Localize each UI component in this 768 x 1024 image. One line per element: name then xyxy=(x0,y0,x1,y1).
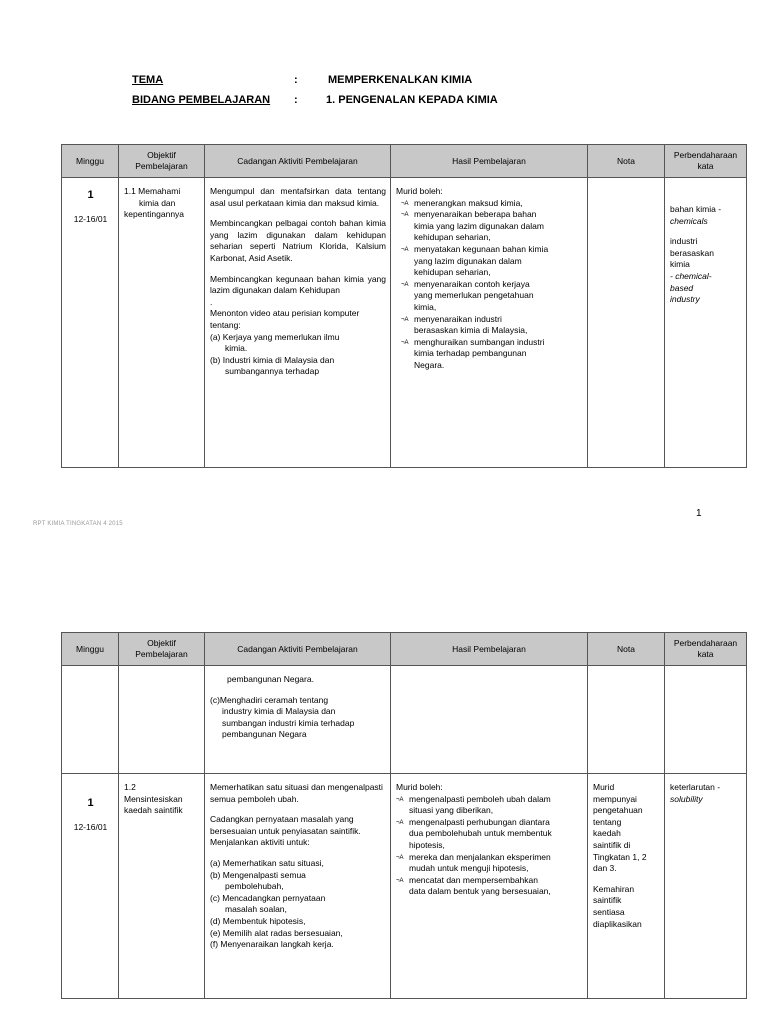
hasil-cell xyxy=(391,666,588,774)
nota-line: pengetahuan xyxy=(593,805,643,816)
aktiviti-cell xyxy=(205,178,391,468)
col-kata: Perbendaharaan kata xyxy=(665,633,747,666)
table-row xyxy=(62,666,747,774)
aktiviti-line: Menjalankan aktiviti untuk: xyxy=(210,837,310,848)
kata-cell xyxy=(665,666,747,774)
aktiviti-line: (d) Membentuk hipotesis, xyxy=(210,915,306,926)
aktiviti-line: (b) Industri kimia di Malaysia dan xyxy=(210,354,335,365)
aktiviti-line: sumbangan industri kimia terhadap xyxy=(222,717,355,728)
nota-cell xyxy=(588,666,665,774)
objektif-line: kimia dan xyxy=(139,197,176,208)
hasil-item: ¬A menyenaraikan industri berasaskan kimia di Malaysia, xyxy=(401,313,528,336)
aktiviti-line: (b) Mengenalpasti semua xyxy=(210,869,306,880)
kata-cell xyxy=(665,178,747,468)
aktiviti-paragraph: Mengumpul dan mentafsirkan data tentang asal usul perkataan kimia dan maksud kimia. xyxy=(210,186,386,208)
minggu-number: 1 xyxy=(87,797,94,809)
col-aktiviti: Cadangan Aktiviti Pembelajaran xyxy=(205,633,391,666)
nota-line: saintifik di xyxy=(593,839,631,850)
nota-line: Tingkatan 1, 2 xyxy=(593,851,647,862)
aktiviti-line: pembolehubah, xyxy=(225,881,284,892)
col-kata: Perbendaharaan kata xyxy=(665,145,747,178)
col-minggu: Minggu xyxy=(62,633,119,666)
nota-line: Kemahiran xyxy=(593,883,635,894)
nota-line: dan 3. xyxy=(593,863,617,874)
aktiviti-line: tentang: xyxy=(210,319,241,330)
nota-line: tentang xyxy=(593,816,622,827)
bullet-icon: ¬A xyxy=(396,877,404,884)
tema-label: TEMA xyxy=(132,74,164,86)
tema-value: MEMPERKENALKAN KIMIA xyxy=(328,74,473,86)
hasil-item: ¬A mengenalpasti pemboleh ubah dalam situasi yang diberikan, xyxy=(396,793,551,816)
hasil-item: ¬A menyatakan kegunaan bahan kimia yang lazim digunakan dalam kehidupan seharian, xyxy=(401,243,549,278)
nota-line: sentiasa xyxy=(593,906,625,917)
hasil-cell xyxy=(391,178,588,468)
nota-cell xyxy=(588,774,665,999)
kata-line: - chemical- xyxy=(670,270,712,281)
aktiviti-paragraph: Membincangkan kegunaan bahan kimia yang lazim digunakan dalam Kehidupan xyxy=(210,273,386,296)
kata-line: industry xyxy=(670,294,700,305)
objektif-line: kaedah saintifik xyxy=(124,805,183,816)
col-nota: Nota xyxy=(588,145,665,178)
col-hasil: Hasil Pembelajaran xyxy=(391,633,588,666)
nota-line: saintifik xyxy=(593,895,622,906)
rpt-table-page2 xyxy=(61,632,747,999)
kata-line: keterlarutan - xyxy=(670,782,721,792)
aktiviti-line: (a) Kerjaya yang memerlukan ilmu xyxy=(210,331,340,342)
minggu-number: 1 xyxy=(87,189,94,201)
objektif-cell xyxy=(119,178,205,468)
col-hasil: Hasil Pembelajaran xyxy=(391,145,588,178)
minggu-cell xyxy=(62,774,119,999)
hasil-item: ¬A menerangkan maksud kimia, xyxy=(401,198,583,210)
aktiviti-line: (c)Menghadiri ceramah tentang xyxy=(210,694,329,705)
aktiviti-line: (c) Mencadangkan pernyataan xyxy=(210,892,326,903)
nota-line: Murid xyxy=(593,782,615,792)
bullet-icon: ¬A xyxy=(401,246,409,253)
kata-line: berasaskan xyxy=(670,247,714,258)
aktiviti-line: masalah soalan, xyxy=(225,904,287,915)
kata-line: solubility xyxy=(670,793,703,804)
minggu-date: 12-16/01 xyxy=(73,213,108,224)
aktiviti-line: pembangunan Negara. xyxy=(227,674,314,684)
table-row xyxy=(62,178,747,468)
minggu-date: 12-16/01 xyxy=(73,821,108,832)
hasil-cell xyxy=(391,774,588,999)
aktiviti-line: sumbangannya terhadap xyxy=(225,366,320,377)
bullet-icon: ¬A xyxy=(401,339,409,346)
hasil-intro: Murid boleh: xyxy=(396,782,443,792)
hasil-intro: Murid boleh: xyxy=(396,186,443,196)
aktiviti-line: (f) Menyenaraikan langkah kerja. xyxy=(210,939,334,950)
aktiviti-paragraph: Memerhatikan satu situasi dan mengenalpasti semua pemboleh ubah. xyxy=(210,782,383,804)
hasil-item: ¬A menyenaraikan contoh kerjaya yang memerlukan pengetahuan kimia, xyxy=(401,278,534,312)
objektif-cell xyxy=(119,666,205,774)
bullet-icon: ¬A xyxy=(401,281,409,288)
aktiviti-line: industry kimia di Malaysia dan xyxy=(222,706,336,717)
minggu-cell xyxy=(62,178,119,468)
hasil-item: ¬A mereka dan menjalankan eksperimen mudah untuk menguji hipotesis, xyxy=(396,851,551,874)
aktiviti-line: kimia. xyxy=(225,343,248,354)
aktiviti-line: . xyxy=(210,296,213,307)
aktiviti-cell xyxy=(205,666,391,774)
kata-line: chemicals xyxy=(670,215,708,226)
objektif-line: kepentingannya xyxy=(124,209,185,220)
col-minggu: Minggu xyxy=(62,145,119,178)
objektif-line: Mensintesiskan xyxy=(124,793,183,804)
col-aktiviti: Cadangan Aktiviti Pembelajaran xyxy=(205,145,391,178)
bullet-icon: ¬A xyxy=(401,212,409,219)
hasil-item: ¬A mencatat dan mempersembahkan data dalam bentuk yang bersesuaian, xyxy=(396,874,551,897)
table-header-row xyxy=(62,145,747,178)
nota-line: diaplikasikan xyxy=(593,918,642,929)
nota-line: kaedah xyxy=(593,828,621,839)
kata-cell xyxy=(665,774,747,999)
aktiviti-paragraph: Cadangkan pernyataan masalah yang bersesuaian untuk penyiasatan saintifik. xyxy=(210,814,361,836)
col-objektif: Objektif Pembelajaran xyxy=(119,145,205,178)
tema-colon: : xyxy=(294,74,298,86)
objektif-line: 1.2 xyxy=(124,782,136,792)
nota-cell xyxy=(588,178,665,468)
bullet-icon: ¬A xyxy=(396,819,404,826)
bullet-icon: ¬A xyxy=(396,854,404,861)
hasil-item: ¬A menghuraikan sumbangan industri kimia terhadap pembangunan Negara. xyxy=(401,336,545,370)
page-number: 1 xyxy=(696,508,702,519)
minggu-cell xyxy=(62,666,119,774)
kata-line: bahan kimia - xyxy=(670,204,722,214)
objektif-line: 1.1 Memahami xyxy=(124,186,181,196)
aktiviti-line: (a) Memerhatikan satu situasi, xyxy=(210,857,324,868)
rpt-table-page1 xyxy=(61,144,747,468)
bidang-label: BIDANG PEMBELAJARAN xyxy=(132,94,271,106)
hasil-item: ¬A menyenaraikan beberapa bahan kimia yang lazim digunakan dalam kehidupan seharian, xyxy=(401,209,544,243)
kata-line: kimia xyxy=(670,259,690,270)
bullet-icon: ¬A xyxy=(396,796,404,803)
hasil-item: ¬A mengenalpasti perhubungan diantara dua pembolehubah untuk membentuk hipotesis, xyxy=(396,816,552,850)
col-nota: Nota xyxy=(588,633,665,666)
aktiviti-line: pembangunan Negara xyxy=(222,729,307,740)
bidang-value: 1. PENGENALAN KEPADA KIMIA xyxy=(326,94,498,106)
kata-line: based xyxy=(670,282,694,293)
aktiviti-paragraph: Menonton video atau perisian komputer xyxy=(210,308,360,319)
bullet-icon: ¬A xyxy=(401,200,409,207)
page-footer: RPT KIMIA TINGKATAN 4 2015 xyxy=(33,521,123,527)
bidang-colon: : xyxy=(294,94,298,106)
aktiviti-cell xyxy=(205,774,391,999)
bullet-icon: ¬A xyxy=(401,316,409,323)
aktiviti-line: (e) Memilih alat radas bersesuaian, xyxy=(210,927,343,938)
table-header-row xyxy=(62,633,747,666)
nota-line: mempunyai xyxy=(593,793,637,804)
objektif-cell xyxy=(119,774,205,999)
table-row xyxy=(62,774,747,999)
aktiviti-paragraph: Membincangkan pelbagai contoh bahan kimia yang lazim digunakan dalam kehidupan seharian seperti Natrium Klorida, Kalsium Karbonat, Asid Asetik. xyxy=(210,218,386,263)
kata-line: industri xyxy=(670,236,698,247)
col-objektif: Objektif Pembelajaran xyxy=(119,633,205,666)
